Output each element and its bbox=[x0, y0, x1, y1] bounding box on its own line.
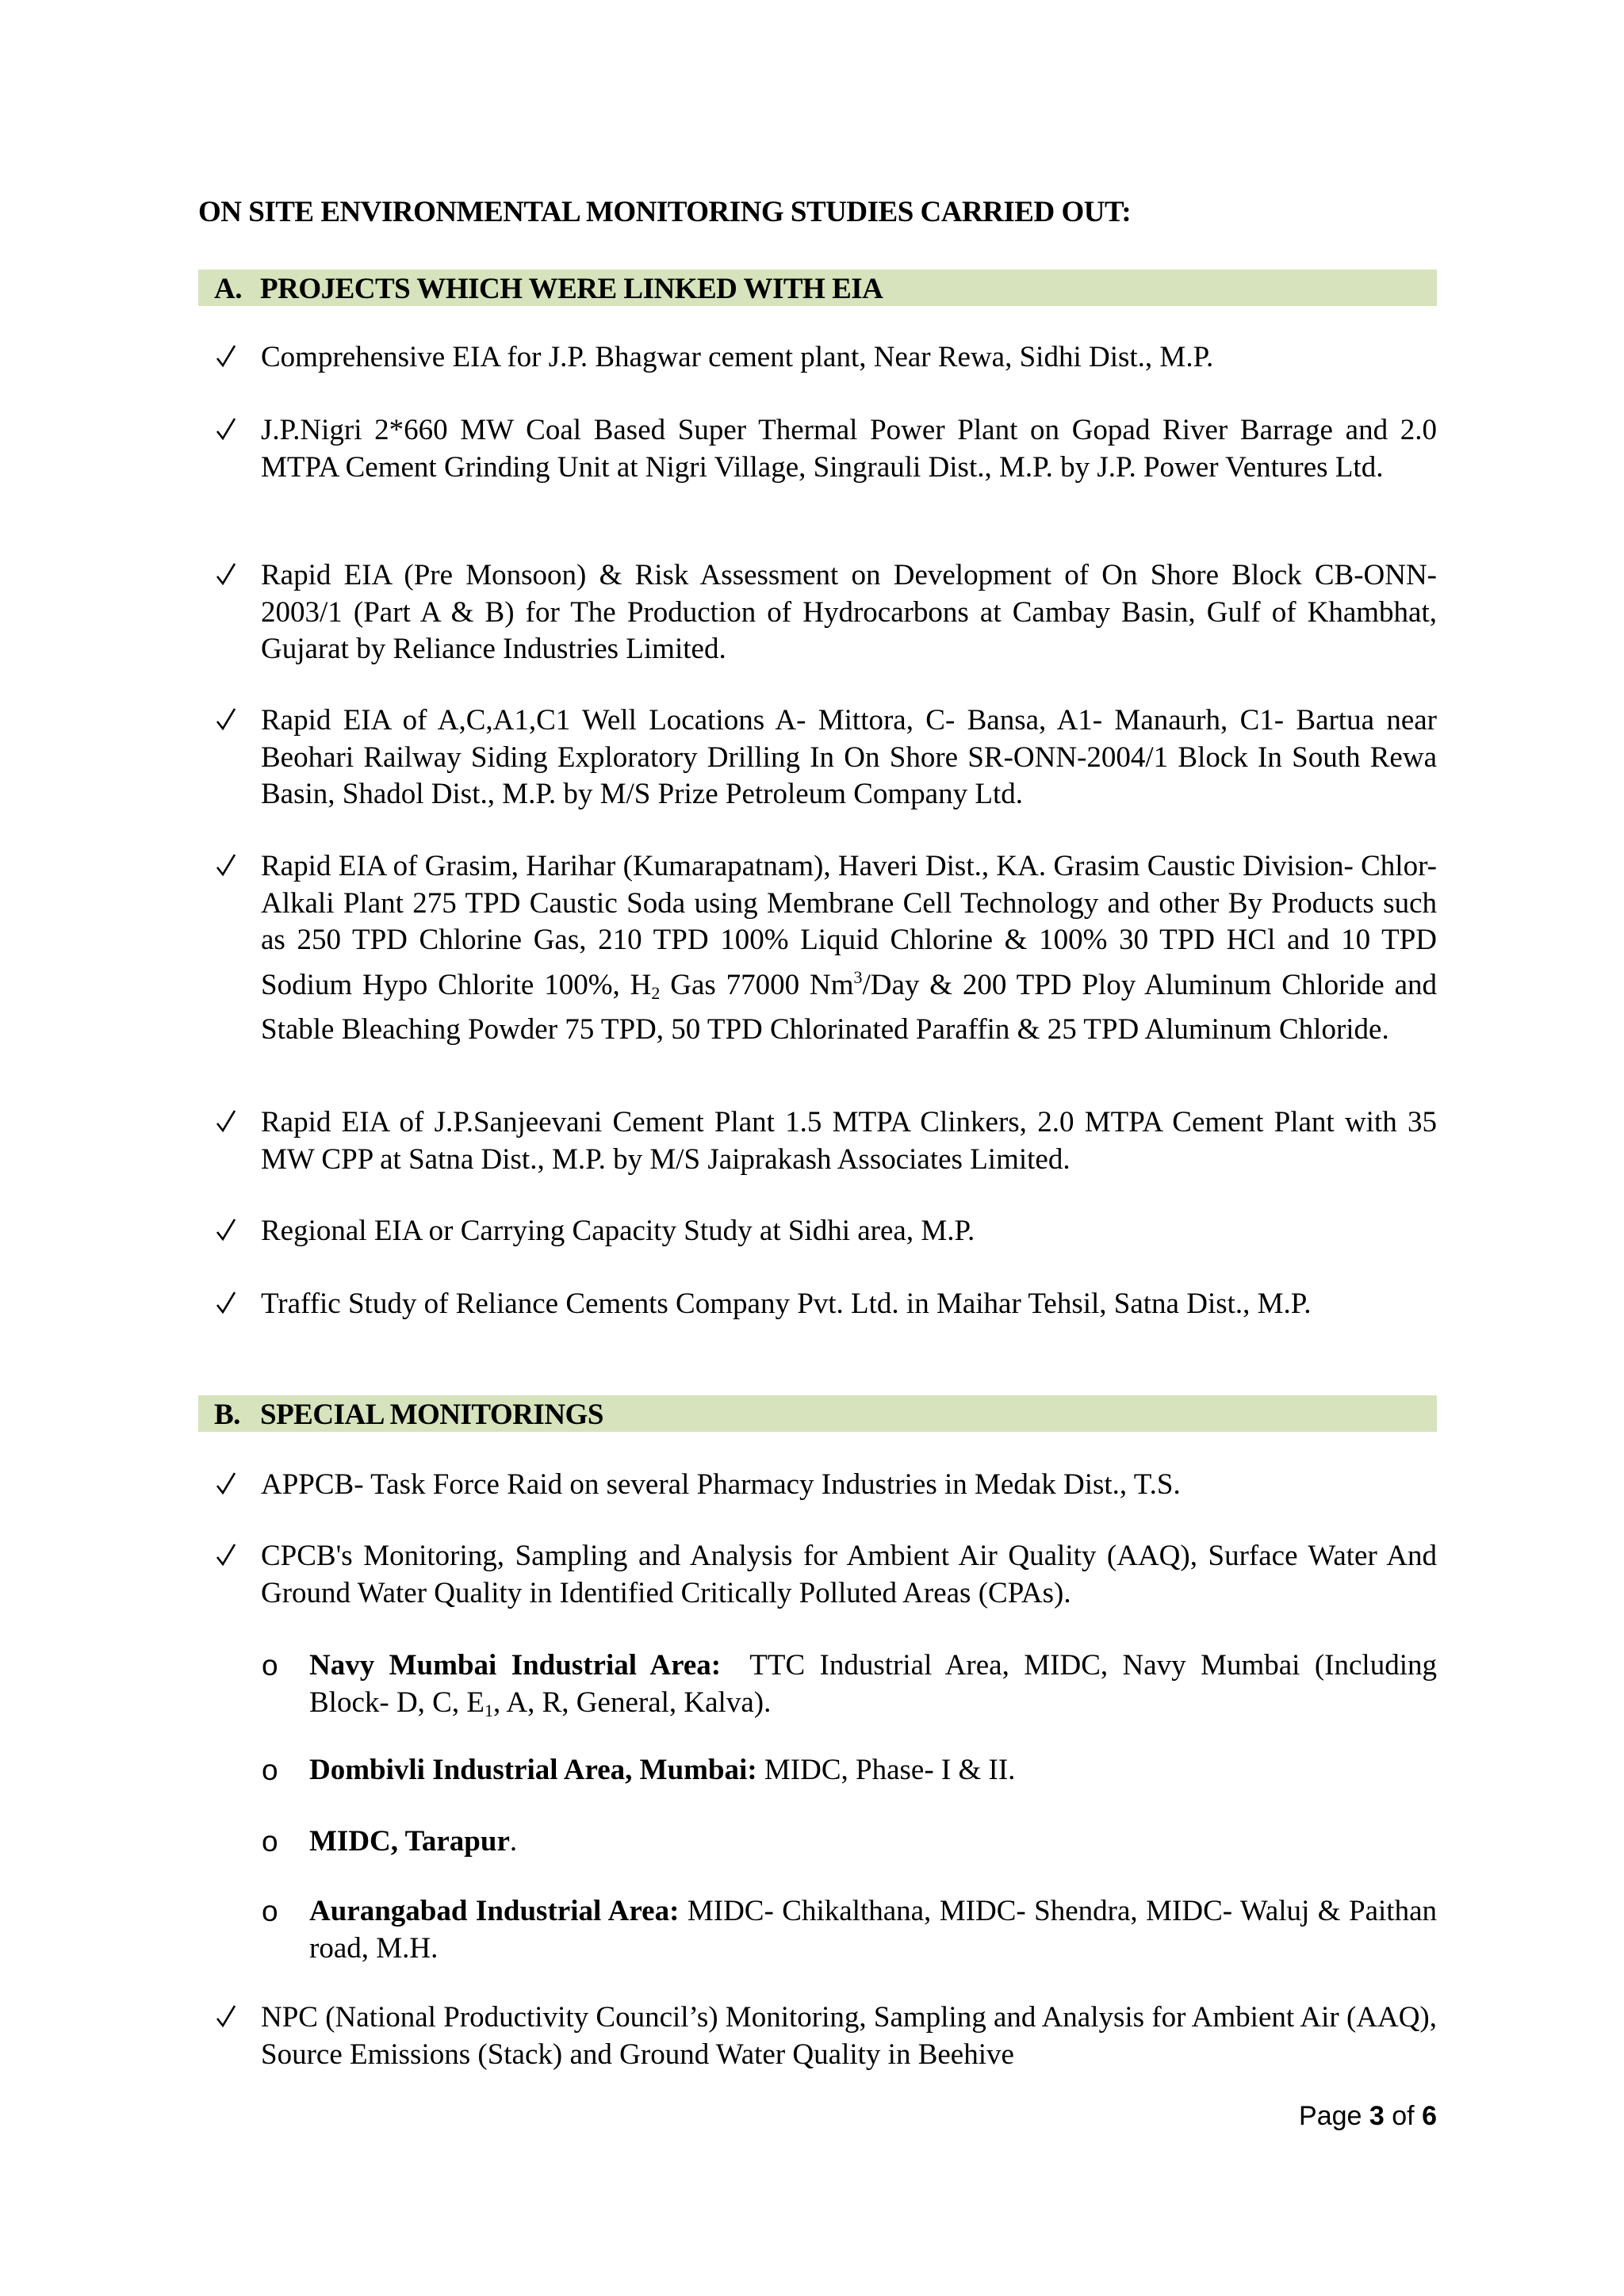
list-item-text: Traffic Study of Reliance Cements Company Pvt. Ltd. in Maihar Tehsil, Satna Dist., M.P. bbox=[261, 1288, 1312, 1320]
section-a-title: PROJECTS WHICH WERE LINKED WITH EIA bbox=[260, 273, 883, 305]
sub-list-item-text: Aurangabad Industrial Area: MIDC- Chikalthana, MIDC- Shendra, MIDC- Waluj & Paithan road, M.H. bbox=[309, 1895, 1445, 1965]
list-item-text: Rapid EIA of Grasim, Harihar (Kumarapatnam), Haveri Dist., KA. Grasim Caustic Division- Chlor- Alkali Plant 275 TPD Caustic Soda using Membrane Cell Technology and other By Products such as 250 TPD Chlorine Gas, 210 TPD 100% Liquid Chlorine & 100% 30 TPD HCl and 10 TPD Sodium Hypo Chlorite 100%, H2 Gas 77000 Nm$^3$/Day & 200 TPD Ploy Aluminum Chloride and Stable Bleaching Powder 75 TPD, 50 TPD Chlorinated Paraffin & 25 TPD Aluminum Chloride. bbox=[261, 850, 1437, 1046]
checkmark-icon bbox=[216, 559, 236, 589]
sub-list-item-text: MIDC, Tarapur. bbox=[309, 1825, 518, 1858]
list-item-text: APPCB- Task Force Raid on several Pharmacy Industries in Medak Dist., T.S. bbox=[261, 1468, 1181, 1501]
list-item-text: Rapid EIA of J.P.Sanjeevani Cement Plant 1.5 MTPA Clinkers, 2.0 MTPA Cement Plant with 35 MW CPP at Satna Dist., M.P. by M/S Jaiprakash Associates Limited. bbox=[261, 1106, 1437, 1176]
page-heading: ON SITE ENVIRONMENTAL MONITORING STUDIES CARRIED OUT: bbox=[198, 196, 1132, 228]
page-number: Page 3 of 6 bbox=[1299, 2101, 1437, 2131]
circle-bullet: o bbox=[262, 1825, 278, 1858]
checkmark-icon bbox=[216, 1215, 236, 1245]
list-item-text: Rapid EIA (Pre Monsoon) & Risk Assessment on Development of On Shore Block CB-ONN-2003/1 (Part A & B) for The Production of Hydrocarbons at Cambay Basin, Gulf of Khambhat, Gujarat by Reliance Industries Limited. bbox=[261, 559, 1437, 665]
section-b-header bbox=[198, 1395, 1437, 1432]
list-item-text: NPC (National Productivity Council’s) Monitoring, Sampling and Analysis for Ambient Air (AAQ), Source Emissions (Stack) and Ground Water Quality in Beehive bbox=[261, 2001, 1437, 2071]
checkmark-icon bbox=[216, 1106, 236, 1136]
list-item-text: Regional EIA or Carrying Capacity Study at Sidhi area, M.P. bbox=[261, 1215, 975, 1247]
list-item-text: Rapid EIA of A,C,A1,C1 Well Locations A- Mittora, C- Bansa, A1- Manaurh, C1- Bartua near Beohari Railway Siding Exploratory Drilling In On Shore SR-ONN-2004/1 Block In South Rewa Basin, Shadol Dist., M.P. by M/S Prize Petroleum Company Ltd. bbox=[261, 704, 1437, 810]
list-item-text: Comprehensive EIA for J.P. Bhagwar cement plant, Near Rewa, Sidhi Dist., M.P. bbox=[261, 341, 1214, 373]
list-item-text: CPCB's Monitoring, Sampling and Analysis for Ambient Air Quality (AAQ), Surface Water And Ground Water Quality in Identified Critically Polluted Areas (CPAs). bbox=[261, 1540, 1437, 1609]
circle-bullet: o bbox=[262, 1754, 278, 1786]
circle-bullet: o bbox=[262, 1895, 278, 1927]
checkmark-icon bbox=[216, 1468, 236, 1498]
section-b-title: SPECIAL MONITORINGS bbox=[260, 1399, 603, 1431]
section-a-letter: A. bbox=[214, 273, 242, 305]
list-item-text: J.P.Nigri 2*660 MW Coal Based Super Thermal Power Plant on Gopad River Barrage and 2.0 MTPA Cement Grinding Unit at Nigri Village, Singrauli Dist., M.P. by J.P. Power Ventures Ltd. bbox=[261, 414, 1437, 484]
checkmark-icon bbox=[216, 1540, 236, 1570]
checkmark-icon bbox=[216, 341, 236, 371]
checkmark-icon bbox=[216, 414, 236, 444]
section-b-letter: B. bbox=[214, 1399, 240, 1431]
checkmark-icon bbox=[216, 2001, 236, 2031]
circle-bullet: o bbox=[262, 1649, 278, 1682]
checkmark-icon bbox=[216, 850, 236, 880]
sub-list-item-text: Dombivli Industrial Area, Mumbai: MIDC, Phase- I & II. bbox=[309, 1754, 1016, 1786]
section-a-header bbox=[198, 270, 1437, 306]
sub-list-item-text: Navy Mumbai Industrial Area: TTC Industrial Area, MIDC, Navy Mumbai (Including Block- D, C, E1, A, R, General, Kalva). bbox=[309, 1649, 1445, 1720]
checkmark-icon bbox=[216, 1288, 236, 1318]
checkmark-icon bbox=[216, 704, 236, 734]
